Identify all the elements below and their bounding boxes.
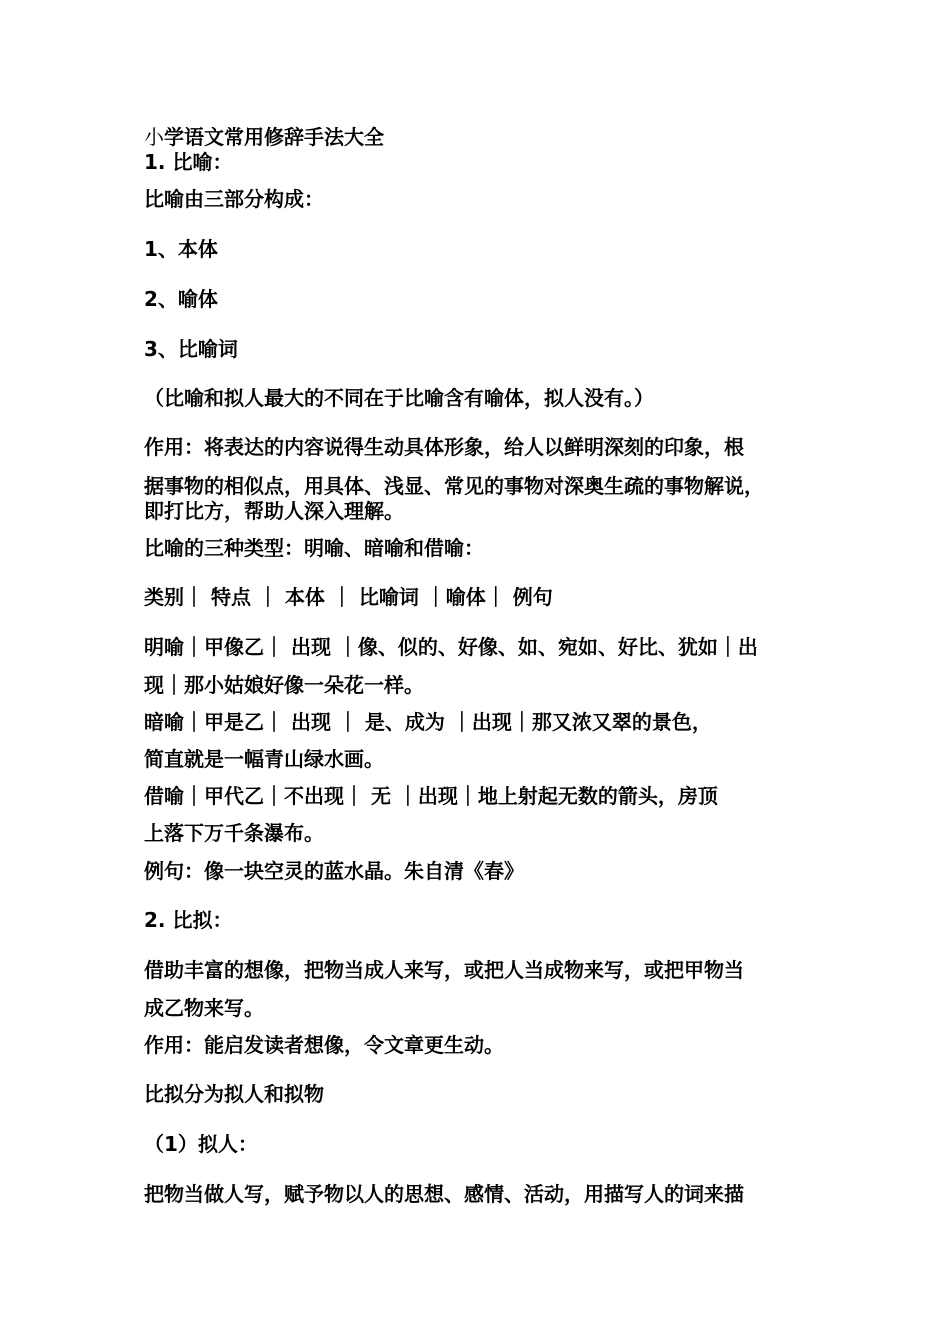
- text-line: 1. 比喻：: [144, 150, 233, 174]
- text-line: 据事物的相似点，用具体、浅显、常见的事物对深奥生疏的事物解说，: [144, 474, 764, 498]
- text-line: 作用：能启发读者想像，令文章更生动。: [144, 1033, 504, 1057]
- text-line: 简直就是一幅青山绿水画。: [144, 747, 384, 771]
- text-line: 借助丰富的想像，把物当成人来写，或把人当成物来写，或把甲物当: [144, 958, 744, 982]
- text-line: 2. 比拟：: [144, 908, 233, 932]
- text-line: 例句：像一块空灵的蓝水晶。朱自清《春》: [144, 859, 524, 883]
- text-line: 2、喻体: [144, 287, 218, 311]
- text-line: 比喻的三种类型：明喻、暗喻和借喻：: [144, 536, 484, 560]
- text-line: 类别｜ 特点 ｜ 本体 ｜ 比喻词 ｜喻体｜ 例句: [144, 585, 553, 609]
- title-rest: 学语文常用修辞手法大全: [164, 125, 384, 149]
- text-line: 暗喻｜甲是乙｜ 出现 ｜ 是、成为 ｜出现｜那又浓又翠的景色，: [144, 710, 712, 734]
- text-line: （比喻和拟人最大的不同在于比喻含有喻体，拟人没有。）: [144, 386, 654, 410]
- text-line: 1、本体: [144, 237, 218, 261]
- text-line: 把物当做人写，赋予物以人的思想、感情、活动，用描写人的词来描: [144, 1182, 744, 1206]
- text-line: 现｜那小姑娘好像一朵花一样。: [144, 673, 424, 697]
- text-line: 成乙物来写。: [144, 996, 264, 1020]
- text-line: 3、比喻词: [144, 337, 238, 361]
- text-line: 比拟分为拟人和拟物: [144, 1082, 324, 1106]
- text-line: 比喻由三部分构成：: [144, 187, 324, 211]
- text-line: 借喻｜甲代乙｜不出现｜ 无 ｜出现｜地上射起无数的箭头，房顶: [144, 784, 718, 808]
- document-title: [144, 124, 816, 150]
- text-line: （1）拟人：: [144, 1132, 258, 1156]
- text-line: 作用：将表达的内容说得生动具体形象，给人以鲜明深刻的印象，根: [144, 435, 744, 459]
- text-line: 明喻｜甲像乙｜ 出现 ｜像、似的、好像、如、宛如、好比、犹如｜出: [144, 635, 758, 659]
- text-line: 上落下万千条瀑布。: [144, 821, 324, 845]
- text-line: 即打比方，帮助人深入理解。: [144, 499, 404, 523]
- title-first-char: 小: [144, 125, 164, 149]
